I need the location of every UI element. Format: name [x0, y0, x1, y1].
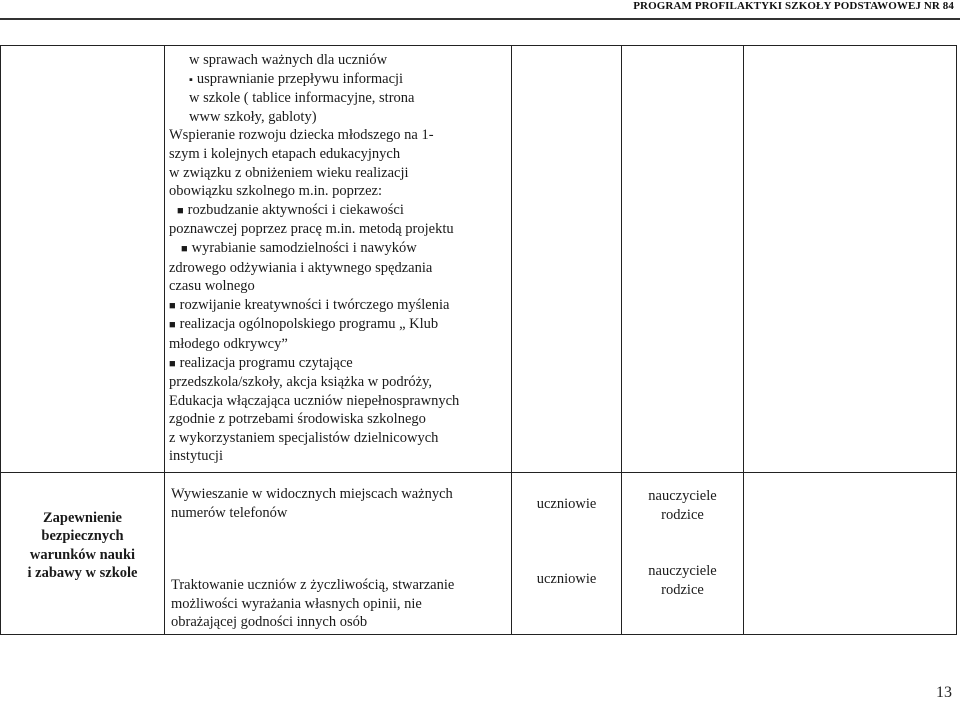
task-line — [169, 392, 507, 411]
responsible-cell — [622, 473, 744, 635]
task-line: możliwości wyrażania własnych opinii, nie — [171, 595, 422, 612]
recipients-text: uczniowie — [536, 496, 597, 513]
task-line-text: Wspieranie rozwoju dziecka młodszego na 1- — [169, 127, 434, 144]
task-line-text: usprawnianie przepływu informacji — [196, 70, 404, 87]
tasks-text — [165, 46, 511, 472]
square-bullet-icon: ■ — [181, 242, 188, 255]
task-line-text: przedszkola/szkoły, akcja książka w podróży, — [169, 374, 433, 391]
table-row — [1, 46, 957, 473]
task-line — [169, 296, 507, 316]
task-line — [169, 51, 507, 70]
recipients-cell-empty — [512, 46, 622, 473]
area-title — [1, 473, 164, 583]
task-line — [169, 410, 507, 429]
task-line-text: realizacja ogólnopolskiego programu „ Klub — [179, 316, 439, 333]
task-line: obrażającej godności innych osób — [171, 614, 368, 631]
task-line-text: rozbudzanie aktywności i ciekawości — [187, 201, 404, 218]
square-bullet-icon: ■ — [169, 357, 176, 370]
area-cell-empty — [1, 46, 165, 473]
area-title-line: bezpiecznych — [41, 528, 124, 545]
tasks-cell — [165, 46, 512, 473]
task-line-text: rozwijanie kreatywności i twórczego myślenia — [179, 296, 450, 313]
task-line — [169, 220, 507, 239]
notes-cell-empty — [744, 473, 957, 635]
task-line-text: w związku z obniżeniem wieku realizacji — [169, 164, 409, 181]
task-line-text: czasu wolnego — [169, 278, 255, 295]
task-item — [165, 522, 511, 632]
task-line — [169, 89, 507, 108]
area-title-line: warunków nauki — [29, 546, 136, 563]
task-line-text: realizacja programu czytające — [179, 354, 353, 371]
task-line — [169, 354, 507, 374]
task-line — [169, 70, 507, 90]
task-line — [169, 373, 507, 392]
task-line — [169, 108, 507, 127]
square-bullet-icon: ■ — [169, 299, 176, 312]
task-line-text: młodego odkrywcy” — [169, 335, 288, 352]
responsible-line: rodzice — [661, 506, 704, 523]
area-cell — [1, 473, 165, 635]
square-bullet-icon: ■ — [177, 204, 184, 217]
area-title-line: i zabawy w szkole — [27, 565, 138, 582]
running-header: PROGRAM PROFILAKTYKI SZKOŁY PODSTAWOWEJ NR 84 — [633, 0, 954, 12]
tasks-cell — [165, 473, 512, 635]
task-line-text: obowiązku szkolnego m.in. poprzez: — [169, 183, 383, 200]
page-number: 13 — [936, 684, 952, 701]
task-line — [169, 201, 507, 221]
task-line — [169, 182, 507, 201]
task-line — [169, 145, 507, 164]
task-line — [169, 315, 507, 335]
task-line — [169, 429, 507, 448]
task-line: numerów telefonów — [171, 504, 288, 521]
task-line — [169, 277, 507, 296]
task-line-text: w szkole ( tablice informacyjne, strona — [189, 90, 415, 107]
task-line — [169, 335, 507, 354]
task-line: Traktowanie uczniów z życzliwością, stwarzanie — [171, 577, 455, 594]
task-line: Wywieszanie w widocznych miejscach ważnych — [171, 486, 453, 503]
square-bullet-icon: ■ — [169, 319, 176, 332]
task-line — [169, 239, 507, 259]
task-line-text: poznawczej poprzez pracę m.in. metodą projektu — [169, 221, 454, 238]
task-line-text: instytucji — [169, 448, 223, 465]
task-line-text: zgodnie z potrzebami środowiska szkolnego — [169, 411, 426, 428]
task-line-text: zdrowego odżywiania i aktywnego spędzania — [169, 259, 433, 276]
square-bullet-icon: ▪ — [189, 73, 193, 86]
task-line — [169, 126, 507, 145]
responsible-line: nauczyciele — [648, 488, 717, 505]
table-row — [1, 473, 957, 635]
responsible-line: rodzice — [661, 581, 704, 598]
recipients-text: uczniowie — [536, 570, 597, 587]
header-rule — [0, 18, 960, 20]
notes-cell-empty — [744, 46, 957, 473]
responsible-line: nauczyciele — [648, 563, 717, 580]
responsible-text — [622, 524, 743, 599]
area-title-line: Zapewnienie — [43, 510, 122, 527]
recipients-cell — [512, 473, 622, 635]
task-line-text: www szkoły, gabloty) — [189, 108, 317, 125]
responsible-text — [622, 473, 743, 524]
task-line-text: Edukacja włączająca uczniów niepełnosprawnych — [169, 392, 460, 409]
task-line-text: w sprawach ważnych dla uczniów — [189, 52, 388, 68]
task-line — [169, 259, 507, 278]
task-item — [165, 473, 511, 522]
responsible-cell-empty — [622, 46, 744, 473]
program-table — [0, 45, 957, 635]
task-line-text: z wykorzystaniem specjalistów dzielnicowych — [169, 429, 439, 446]
task-line — [169, 164, 507, 183]
task-line-text: szym i kolejnych etapach edukacyjnych — [169, 145, 401, 162]
task-line-text: wyrabianie samodzielności i nawyków — [191, 239, 417, 256]
task-line — [169, 447, 507, 466]
